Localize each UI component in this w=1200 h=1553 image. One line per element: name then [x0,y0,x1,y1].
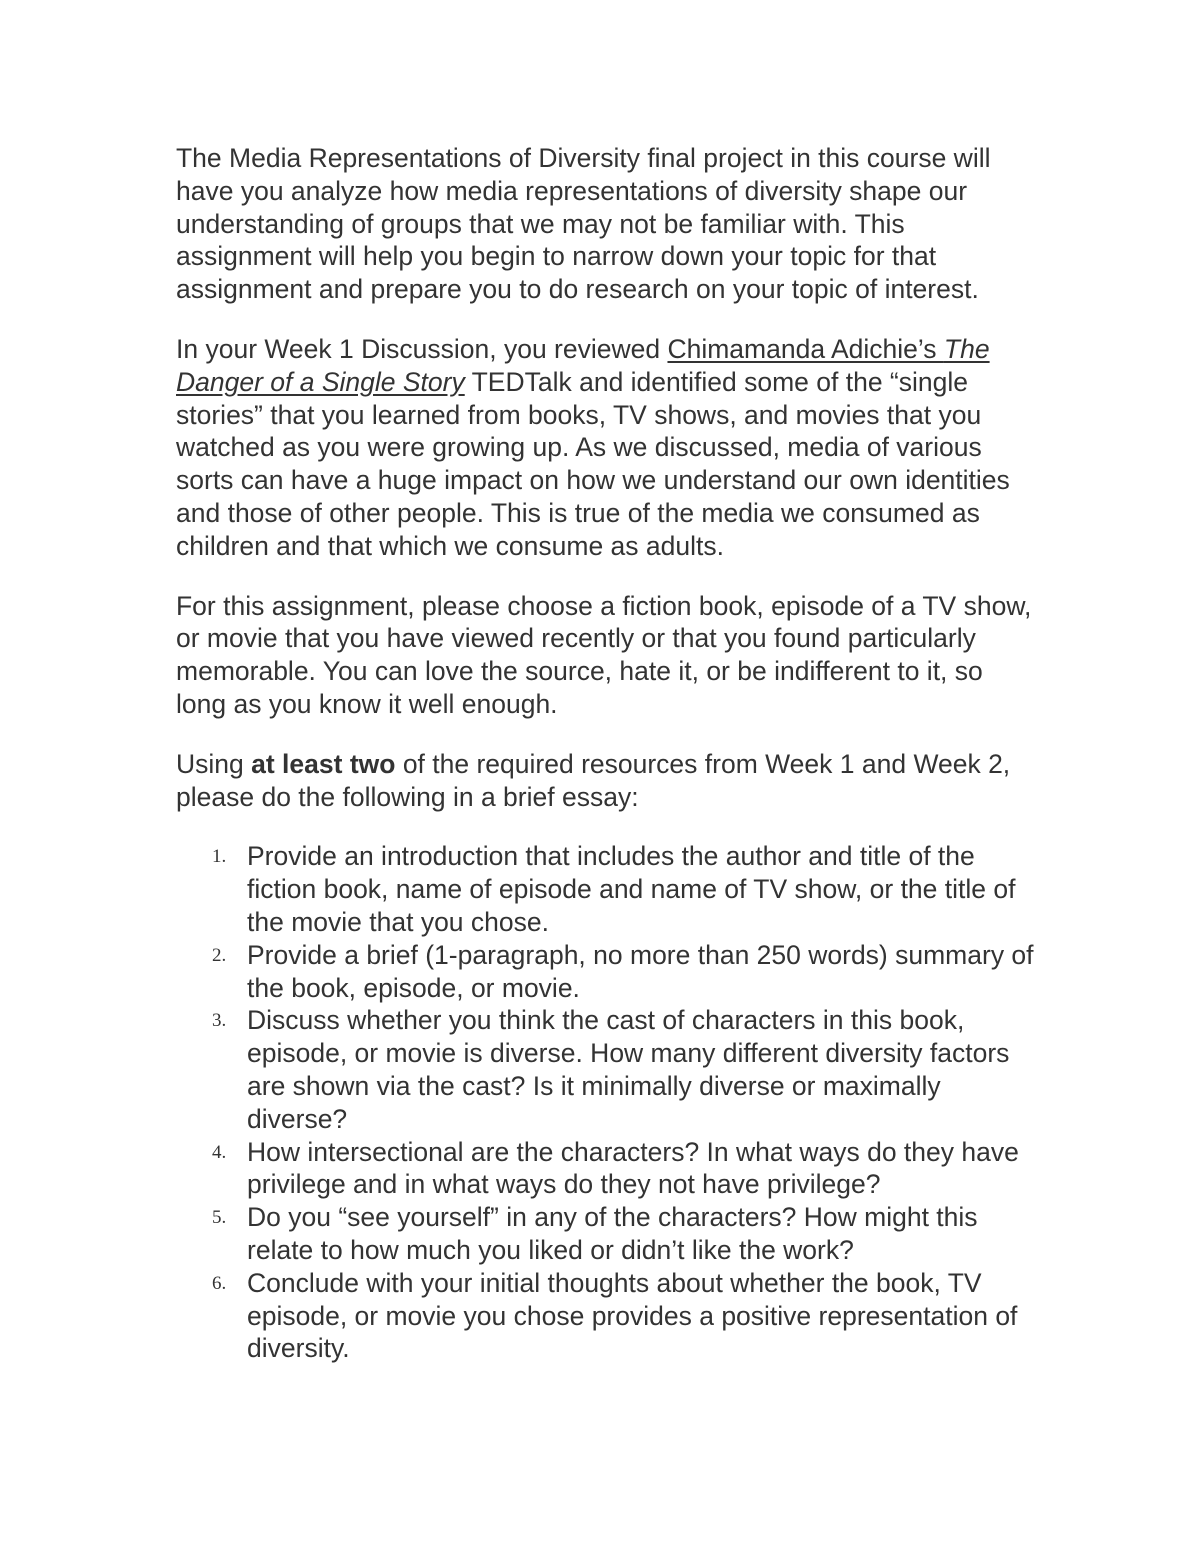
list-item [176,1267,1036,1365]
ted-talk-link-title: The Danger of a Single Story [176,333,990,397]
week1-paragraph [176,333,1036,563]
list-item-number: 5. [212,1207,227,1229]
list-item-text: Conclude with your initial thoughts about whether the book, TV episode, or movie you chose provides a positive representation of diversity. [247,1267,1018,1364]
list-item-number: 4. [212,1141,227,1163]
list-item-text: Provide an introduction that includes the author and title of the fiction book, name of episode and name of TV show, or the title of the movie that you chose. [247,841,1016,937]
choose-paragraph: For this assignment, please choose a fiction book, episode of a TV show, or movie that you have viewed recently or that you found particularly memorable. You can love the source, hate it, or be indifferent to it, so long as you know it well enough. [176,590,1032,719]
list-item-text: Do you “see yourself” in any of the characters? How might this relate to how much you liked or didn’t like the work? [247,1202,978,1265]
list-item [176,1136,1036,1202]
using-emphasis: at least two [251,748,396,779]
task-list [176,840,1036,1365]
using-paragraph [176,748,1036,814]
ted-talk-link-author: Chimamanda Adichie’s [667,333,944,364]
list-item-number: 1. [212,846,227,868]
list-item [176,1201,1036,1267]
list-item-number: 2. [212,944,227,966]
list-item-text: How intersectional are the characters? In what ways do they have privilege and in what ways do they not have privilege? [247,1136,1019,1200]
week1-text-before-link: In your Week 1 Discussion, you reviewed [176,333,668,364]
document-body [176,142,1036,1365]
intro-paragraph: The Media Representations of Diversity final project in this course will have you analyze how media representations of diversity shape our understanding of groups that we may not be familiar with. This assignment will help you begin to narrow down your topic for that assignment and prepare you to do research on your topic of interest. [176,143,991,305]
list-item [176,939,1036,1005]
using-text-after: of the required resources from Week 1 and Week 2, please do the following in a brief essay: [176,748,1011,812]
list-item [176,1004,1036,1135]
list-item-number: 3. [212,1010,227,1032]
list-item [176,840,1036,938]
list-item-text: Provide a brief (1-paragraph, no more than 250 words) summary of the book, episode, or movie. [247,939,1034,1003]
list-item-number: 6. [212,1272,227,1294]
list-item-text: Discuss whether you think the cast of characters in this book, episode, or movie is diverse. How many different diversity factors are shown via the cast? Is it minimally diverse or maximally diverse? [247,1005,1010,1134]
week1-text-after-link: TEDTalk and identified some of the “single stories” that you learned from books, TV shows, and movies that you watched as you were growing up. As we discussed, media of various sorts can have a huge impact on how we understand our own identities and those of other people. This is true of the media we consumed as children and that which we consume as adults. [176,366,1010,561]
using-text-before: Using [176,748,252,779]
